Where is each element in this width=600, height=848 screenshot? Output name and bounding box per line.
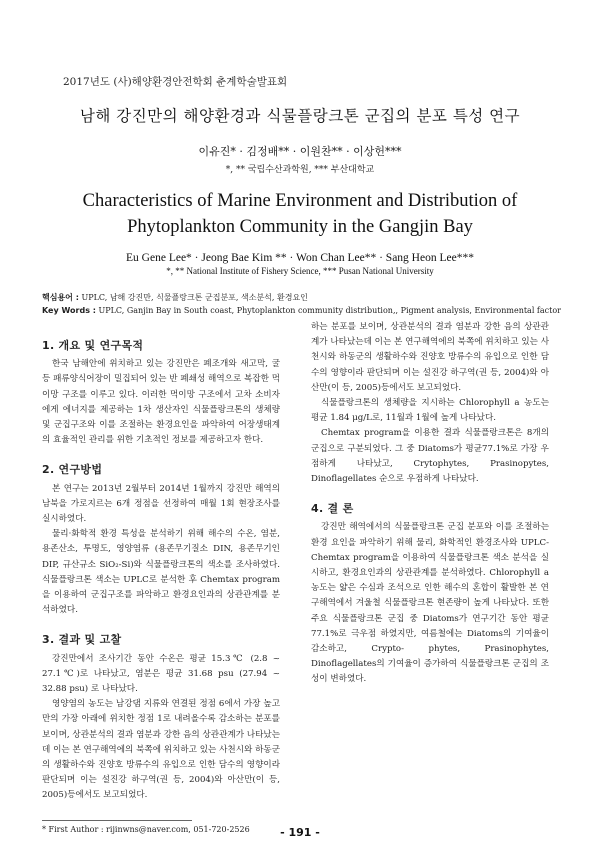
right-column bbox=[311, 320, 549, 688]
korean-authors: 이유진* · 김정배** · 이원찬** · 이상헌*** bbox=[198, 145, 402, 158]
english-authors: Eu Gene Lee* · Jeong Bae Kim ** · Won Chan Lee** · Sang Heon Lee*** bbox=[126, 252, 474, 264]
keywords-english-label: Key Words : bbox=[42, 306, 96, 315]
section-2-paragraph-1: 본 연구는 2013년 2월부터 2014년 1월까지 강진만 해역의 남북을 가로지르는 6개 정점을 선정하여 매월 1회 현장조사를 실시하였다. bbox=[42, 483, 280, 525]
keywords-english bbox=[42, 305, 562, 317]
left-column bbox=[42, 338, 280, 801]
section-2-paragraph-2: 물리·화학적 환경 특성을 분석하기 위해 해수의 수온, 염분, 용존산소, 투명도, 영양염류 (용존무기질소 DIN, 용존무기인 DIP, 규산규소 SiO₂-Si)와 식물플랑크톤의 색소를 조사하였다. 식물플랑크톤 색소는 UPLC로 분석한 후 Chemtax program을 이용하여 군집구조를 파악하고 환경요인과의 상관관계를 분석하였다. bbox=[42, 529, 280, 616]
page-number: - 191 - bbox=[280, 826, 320, 839]
korean-title: 남해 강진만의 해양환경과 식물플랑크톤 군집의 분포 특성 연구 bbox=[79, 107, 521, 125]
keywords-korean-text: UPLC, 남해 강진만, 식물플랑크톤 군집분포, 색소분석, 환경요인 bbox=[81, 293, 308, 302]
keywords-korean bbox=[42, 292, 562, 304]
section-3-paragraph-1: 강진만에서 조사기간 동안 수온은 평균 15.3℃ (2.8 ~ 27.1℃)로 나타났고, 염분은 평균 31.68 psu (27.94 ~ 32.88 psu) 로 나타났다. bbox=[42, 653, 280, 695]
section-4-paragraph: 강진만 해역에서의 식물플랑크톤 군집 분포와 이를 조절하는 환경 요인을 파악하기 위해 물리, 화학적인 환경조사와 UPLC-Chemtax program을 이용하여 식물플랑크톤 색소 분석을 실시하고, 환경요인과의 상관관계를 분석하였다. Chlorophyll a 농도는 얇은 수심과 조석으로 인한 해수의 혼합이 활발한 본 연구해역에서 겨울철 식물플랑크톤 현존량이 높게 나타났다. 또한 주요 식물플랑크톤 군집 중 Diatoms가 연구기간 동안 평균 77.1%로 극우점 하였지만, 여름철에는 Diatoms의 기여율이 감소하고, Crypto- phytes, Prasinophytes, Dinoflagellates의 기여율이 증가하여 식물플랑크톤 군집의 조성이 변하였다. bbox=[311, 522, 549, 685]
section-4-title: 4. 결 론 bbox=[311, 502, 354, 516]
section-1-title: 1. 개요 및 연구목적 bbox=[42, 339, 144, 352]
section-3-paragraph-3: 식물플랑크톤의 생체량을 지시하는 Chlorophyll a 농도는 평균 1.84 μg/L로, 11월과 1월에 높게 나타났다. bbox=[311, 398, 549, 424]
english-affiliations: *, ** National Institute of Fishery Science, *** Pusan National University bbox=[166, 266, 434, 276]
section-3-paragraph-2: 영양염의 농도는 남강댐 지류와 연결된 정점 6에서 가장 높고 만의 가장 아래에 위치한 정점 1로 내려올수록 감소하는 분포를 보이며, 상관분석의 결과 염분과 강한 음의 상관관계가 나타났는데 이는 본 연구해역에의 북쪽에 위치하고 있는 사천시와 하동군의 생활하수와 진양호 방류수의 유입으로 인한 담수의 영향이라 판단되며 이는 설진강 하구역(권 등, 2004)와 아산만(이 등, 2005)등에서도 보고되었다. bbox=[42, 699, 280, 801]
section-2-title: 2. 연구방법 bbox=[42, 463, 103, 477]
footnote-rule bbox=[42, 820, 192, 821]
keywords-english-text: UPLC, Ganjin Bay in South coast, Phytoplankton community distribution,, Pigment analysis, Environmental factor bbox=[98, 306, 561, 315]
section-1-paragraph: 한국 남해안에 위치하고 있는 강진만은 폐조개와 새고막, 굴 등 패류양식어장이 밀집되어 있는 반 폐쇄성 해역으로 복잡한 먹이망 구조를 이루고 있다. 이러한 먹이망 구조에서 고차 소비자에게 에너지를 제공하는 1차 생산자인 식물플랑크톤의 생체량 및 군집구조와 이를 조절하는 환경요인을 파악하여 어장생태계의 효율적인 관리를 위한 기초적인 정보를 제공하고자 한다. bbox=[42, 359, 280, 446]
section-3-paragraph-4: Chemtax program을 이용한 결과 식물플랑크톤은 8개의 군집으로 구분되었다. 그 중 Diatoms가 평균77.1%로 가장 우점하게 나타났고, Crytophytes, Prasinopytes, Dinoflagellates 순으로 우점하게 나타났다. bbox=[311, 428, 549, 485]
english-title: Characteristics of Marine Environment and Distribution of Phytoplankton Community in the Gangjin Bay bbox=[82, 191, 518, 237]
conference-header: 2017년도 (사)해양환경안전학회 춘계학술발표회 bbox=[63, 76, 288, 88]
korean-affiliations: *, ** 국립수산과학원, *** 부산대학교 bbox=[225, 165, 375, 175]
footnote: * First Author : rijinwns@naver.com, 051-720-2526 bbox=[42, 825, 250, 834]
keywords-korean-label: 핵심용어 : bbox=[42, 293, 79, 302]
section-3-title: 3. 결과 및 고찰 bbox=[42, 633, 122, 647]
section-3-paragraph-2-cont: 하는 분포를 보이며, 상관분석의 결과 염분과 강한 음의 상관관계가 나타났는데 이는 본 연구해역에의 북쪽에 위치하고 있는 사천시와 하동군의 생활하수와 진양호 방류수의 유입으로 인한 담수의 영향이라 판단되며 이는 설진강 하구역(권 등, 2004)와 아산만(이 등, 2005)등에서도 보고되었다. bbox=[311, 322, 549, 393]
